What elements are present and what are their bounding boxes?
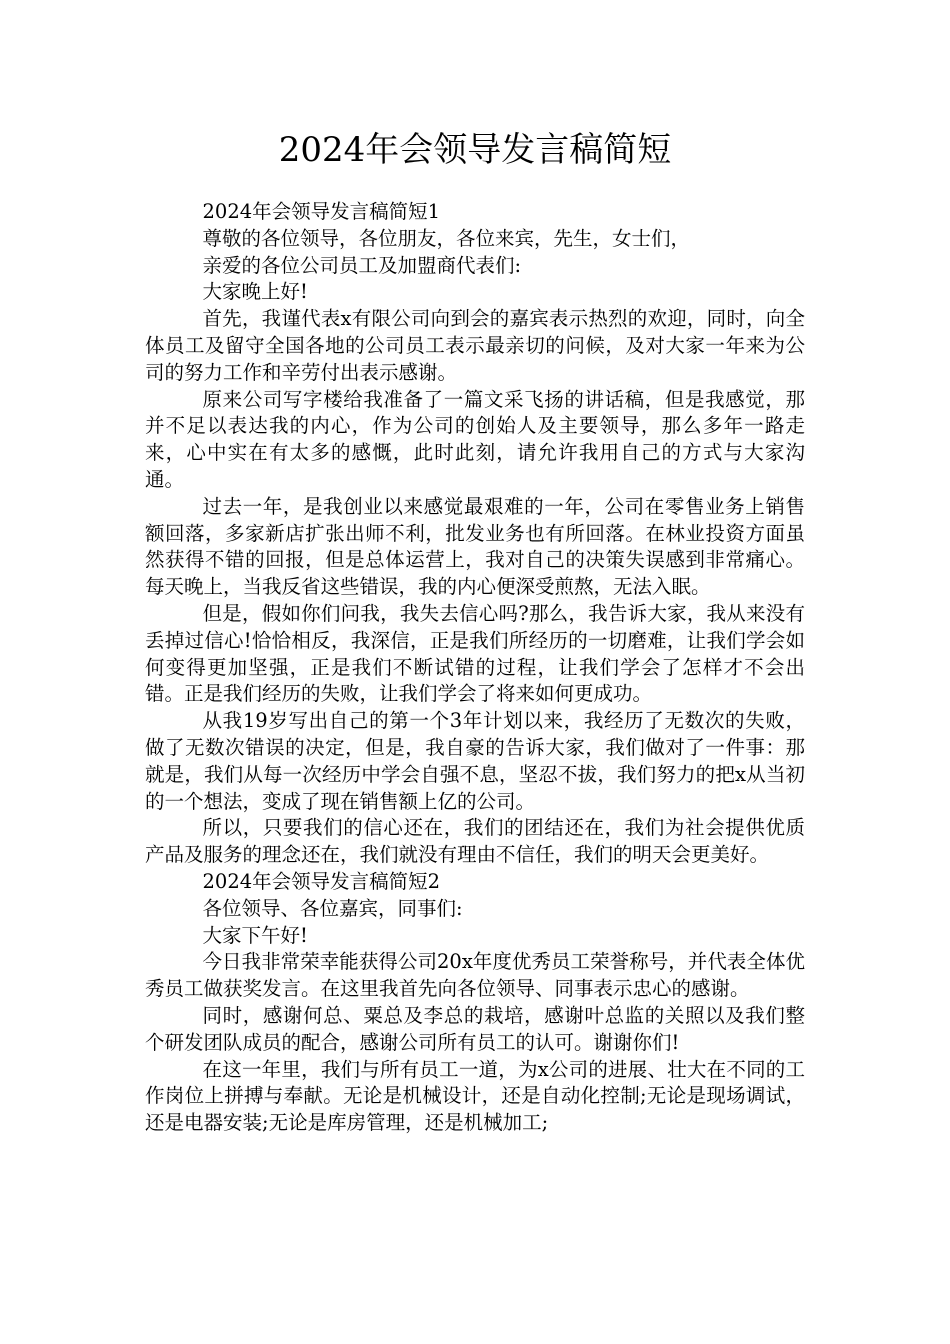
body-paragraph: 首先，我谨代表x有限公司向到会的嘉宾表示热烈的欢迎，同时，向全体员工及留守全国各地的公司员工表示最亲切的问候，及对大家一年来为公司的努力工作和辛劳付出表示感谢。 <box>145 307 805 384</box>
body-paragraph: 今日我非常荣幸能获得公司20x年度优秀员工荣誉称号，并代表全体优秀员工做获奖发言。在这里我首先向各位领导、同事表示忠心的感谢。 <box>145 950 805 1001</box>
body-paragraph: 但是，假如你们问我，我失去信心吗?那么，我告诉大家，我从来没有丢掉过信心!恰恰相反，我深信，正是我们所经历的一切磨难，让我们学会如何变得更加坚强，正是我们不断试错的过程，让我们学会了怎样才不会出错。正是我们经历的失败，让我们学会了将来如何更成功。 <box>145 601 805 706</box>
document-title: 2024年会领导发言稿简短 <box>278 130 672 170</box>
body-paragraph: 所以，只要我们的信心还在，我们的团结还在，我们为社会提供优质产品及服务的理念还在，我们就没有理由不信任，我们的明天会更美好。 <box>145 816 805 867</box>
greeting-line: 大家晚上好! <box>202 280 308 304</box>
body-paragraph: 原来公司写字楼给我准备了一篇文采飞扬的讲话稿，但是我感觉，那并不足以表达我的内心，作为公司的创始人及主要领导，那么多年一路走来，心中实在有太多的感慨，此时此刻，请允许我用自己的方式与大家沟通。 <box>145 387 805 491</box>
body-paragraph: 从我19岁写出自己的第一个3年计划以来，我经历了无数次的失败，做了无数次错误的决定，但是，我自豪的告诉大家，我们做对了一件事：那就是，我们从每一次经历中学会自强不息，坚忍不拔，我们努力的把x从当初的一个想法，变成了现在销售额上亿的公司。 <box>145 709 805 813</box>
salutation-line: 亲爱的各位公司员工及加盟商代表们: <box>202 253 522 277</box>
salutation-line: 各位领导、各位嘉宾，同事们: <box>202 896 463 920</box>
body-paragraph: 同时，感谢何总、粟总及李总的栽培，感谢叶总监的关照以及我们整个研发团队成员的配合，感谢公司所有员工的认可。谢谢你们! <box>145 1003 805 1054</box>
section-heading-1: 2024年会领导发言稿简短1 <box>202 200 441 223</box>
body-paragraph: 在这一年里，我们与所有员工一道，为x公司的进展、壮大在不同的工作岗位上拼搏与奉献。无论是机械设计，还是自动化控制;无论是现场调试，还是电器安装;无论是库房管理，还是机械加工; <box>145 1057 805 1135</box>
document-body <box>145 199 805 1137</box>
salutation-line: 尊敬的各位领导，各位朋友，各位来宾，先生，女士们， <box>202 226 691 250</box>
body-paragraph: 过去一年，是我创业以来感觉最艰难的一年，公司在零售业务上销售额回落，多家新店扩张出师不利，批发业务也有所回落。在林业投资方面虽然获得不错的回报，但是总体运营上，我对自己的决策失误感到非常痛心。每天晚上，当我反省这些错误，我的内心便深受煎熬，无法入眠。 <box>145 494 805 599</box>
section-heading-2: 2024年会领导发言稿简短2 <box>202 869 441 893</box>
greeting-line: 大家下午好! <box>202 923 308 947</box>
